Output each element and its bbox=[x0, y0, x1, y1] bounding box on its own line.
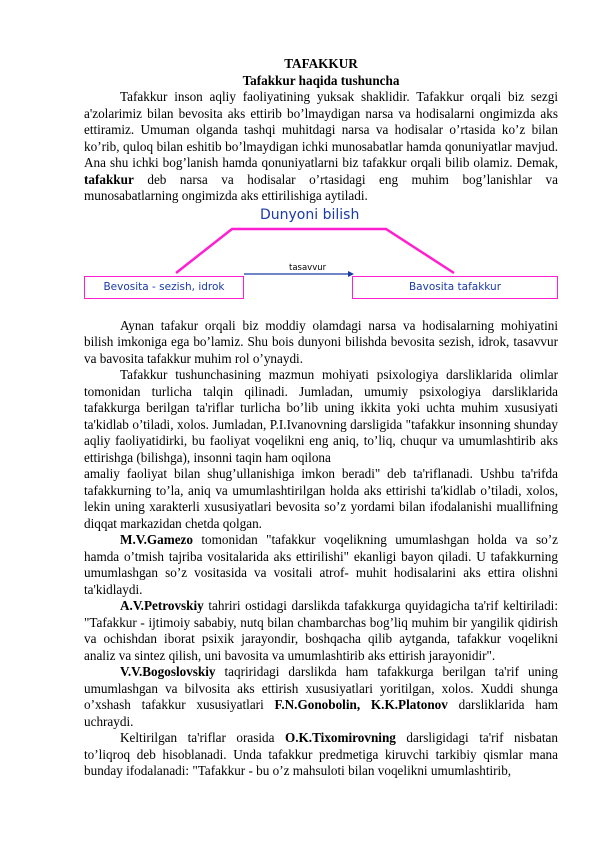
paragraph-6-text: taqriridagi darslikda ham tafakkurga berilgan ta'rif uning umumlashgan va bilvosita aks ettirish xususiyatlari yoritilgan, xolos. Xuddi shunga o’xshash tafakkur xususiyatlari bbox=[84, 664, 558, 712]
paragraph-4-text: tomonidan "tafakkur voqelikning umumlashgan holda va so’z hamda o’tmish tajriba vositalarida aks ettirilishi" ekanligi bayon qiladi. U tafakkurning umumlashgan so’z vositasida va vositali atrof- muhit hodisalarini aks ettira olishni ta'kidlaydi. bbox=[84, 532, 558, 597]
document-title: TAFAKKUR bbox=[284, 56, 358, 71]
paragraph-6-end: darsliklarida ham uchraydi. bbox=[84, 697, 558, 729]
box-bevosita: Bevosita - sezish, idrok bbox=[84, 276, 244, 299]
section-subtitle: Tafakkur haqida tushuncha bbox=[242, 72, 400, 88]
diagram-arrow-label: tasavvur bbox=[289, 262, 327, 273]
paragraph-2: Aynan tafakur orqali biz moddiy olamdagi narsa va hodisalarning mohiyatini bilish imkoniga ega bo’lamiz. Shu bois dunyoni bilishda bevosita sezish, idrok, tasavvur va bavosita tafakkur muhim rol o’ynaydi. bbox=[84, 317, 558, 366]
paragraph-intro-text: Tafakkur inson aqliy faoliyatining yuksak shaklidir. Tafakkur orqali biz sezgi a'zolarimiz bilan bevosita aks ettirib bo’lmaydigan narsa va hodisalarni ongimizda aks ettiramiz. Umuman olganda tashqi muhitdagi narsa va hodisalar o’rtasida ko’z bilan ko’rib, quloq bilan eshitib bo’lmaydigan ichki munosabatlar hamda qonuniyatlar mavjud. Ana shu ichki bog’lanish hamda qonuniyatlarni biz tafakkur orqali bilib olamiz. Demak, bbox=[84, 89, 558, 170]
paragraph-4 bbox=[84, 532, 558, 598]
paragraph-7 bbox=[84, 730, 558, 780]
paragraph-7-end: darsligidagi ta'rif nisbatan to’liqroq deb hisoblanadi. Unda tafakkur predmetiga kiruvchi tarkibiy qismlar mana bunday ifodalanadi: "Tafakkur - bu o’z mahsuloti bilan voqelikni umumlashtirib, bbox=[84, 730, 558, 778]
paragraph-5 bbox=[84, 598, 558, 664]
author-tixomirov: O.K.Tixomirovning bbox=[285, 730, 396, 745]
knowledge-diagram bbox=[84, 206, 558, 312]
authors-gonobolin-platonov: F.N.Gonobolin, K.K.Platonov bbox=[274, 697, 448, 712]
diagram-top-label: Dunyoni bilish bbox=[260, 206, 360, 223]
paragraph-5-text: tahriri ostidagi darslikda tafakkurga quyidagicha ta'rif keltiriladi: "Tafakkur - ijtimoiy sababiy, nutq bilan chambarchas bog’liq muhim bir yangilik qidirish va ochishdan iborat psixik jarayondir, boshqacha qilib aytganda, tafakkur voqelikni analiz va sintez qilish, uni bavosita va umumlashtirib aks ettirish jarayonidir". bbox=[84, 598, 558, 663]
author-gamezo: M.V.Gamezo bbox=[120, 532, 193, 547]
paragraph-3b: amaliy faoliyat bilan shug’ullanishiga imkon beradi" deb ta'riflanadi. Ushbu ta'rifda tafakkurning to’la, aniq va umumlashtirilgan holda aks ettirishi ta'kidlab o’tiladi, xolos, lekin uning xarakterli xususiyatlari bevosita so’z yordami bilan ifodalanishi muallifning diqqat markazidan chetda qolgan. bbox=[84, 466, 558, 531]
paragraph-intro-end: deb narsa va hodisalar o’rtasidagi eng muhim bog’lanishlar va munosabatlarning ongimizda aks ettirilishiga aytiladi. bbox=[84, 171, 558, 203]
box-bavosita: Bavosita tafakkur bbox=[352, 276, 558, 299]
paragraph-intro bbox=[84, 89, 558, 205]
paragraph-6 bbox=[84, 664, 558, 730]
paragraph-3a: Tafakkur tushunchasining mazmun mohiyati psixologiya darsliklarida olimlar tomonidan turlicha talqin qilinadi. Jumladan, umumiy psixologiya darsliklarida tafakkurga berilgan ta'riflar turlicha bo’lib uning ikkita yoki uchta muhim xususiyati ta'kidlab o’tiladi, xolos. Jumladan, P.I.Ivanovning darsligida "tafakkur insonning shunday aqliy faoliyatidirki, bu faoliyat voqelikni eng aniq, to’liq, chuqur va umumlashtirib aks ettirishga (bilishga), insonni taqin ham oqilona bbox=[84, 367, 558, 465]
author-bogoslovskiy: V.V.Bogoslovskiy bbox=[120, 664, 216, 679]
paragraph-7-text: Keltirilgan ta'riflar orasida bbox=[120, 730, 285, 745]
term-tafakkur: tafakkur bbox=[84, 171, 134, 187]
document-page bbox=[84, 56, 558, 780]
author-petrovskiy: A.V.Petrovskiy bbox=[120, 598, 204, 613]
